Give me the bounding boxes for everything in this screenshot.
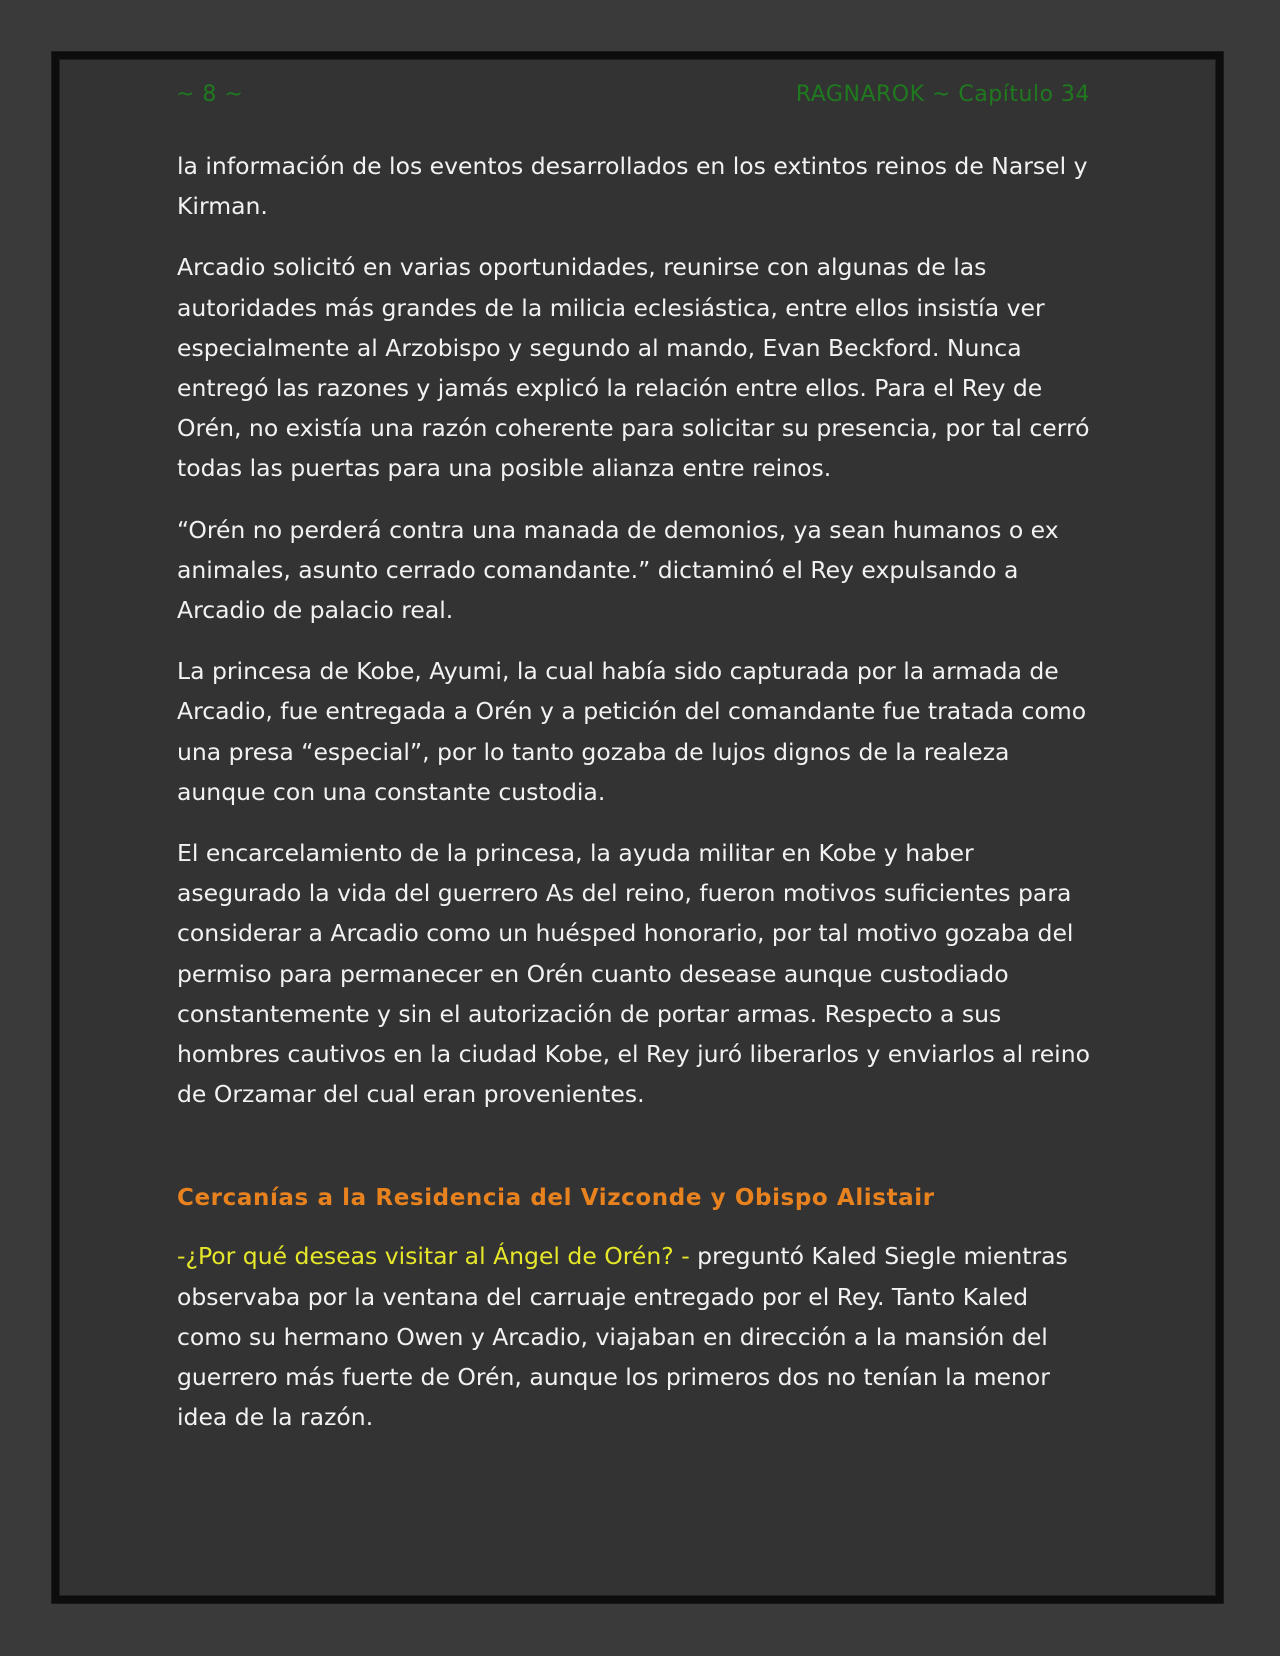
paragraph-with-dialogue [177, 1236, 1097, 1437]
narration-text: preguntó Kaled Siegle mientras observaba por la ventana del carruaje entregado por el Rey. Tanto Kaled como su hermano Owen y Arcadio, viajaban en dirección a la mansión del guerrero más fuerte de Orén, aunque los primeros dos no tenían la menor idea de la razón. [177, 1242, 1068, 1432]
page-body [177, 146, 1097, 1458]
paragraph: La princesa de Kobe, Ayumi, la cual había sido capturada por la armada de Arcadio, fue entregada a Orén y a petición del comandante fue tratada como una presa “especial”, por lo tanto gozaba de lujos dignos de la realeza aunque con una constante custodia. [177, 657, 1087, 806]
paragraph: la información de los eventos desarrollados en los extintos reinos de Narsel y Kirman. [177, 152, 1088, 221]
running-title: RAGNAROK ~ Capítulo 34 [795, 81, 1090, 107]
paragraph: El encarcelamiento de la princesa, la ayuda militar en Kobe y haber asegurado la vida del guerrero As del reino, fueron motivos suficientes para considerar a Arcadio como un huésped honorario, por tal motivo gozaba del permiso para permanecer en Orén cuanto desease aunque custodiado constantemente y sin el autorización de portar armas. Respecto a sus hombres cautivos en la ciudad Kobe, el Rey juró liberarlos y enviarlos al reino de Orzamar del cual eran provenientes. [177, 839, 1090, 1109]
paragraph: Arcadio solicitó en varias oportunidades, reunirse con algunas de las autoridades más grandes de la milicia eclesiástica, entre ellos insistía ver especialmente al Arzobispo y segundo al mando, Evan Beckford. Nunca entregó las razones y jamás explicó la relación entre ellos. Para el Rey de Orén, no existía una razón coherente para solicitar su presencia, por tal cerró todas las puertas para una posible alianza entre reinos. [177, 253, 1090, 483]
page-header [176, 78, 1090, 110]
paragraph: “Orén no perderá contra una manada de demonios, ya sean humanos o ex animales, asunto cerrado comandante.” dictaminó el Rey expulsando a Arcadio de palacio real. [177, 515, 1059, 625]
dialogue-line: -¿Por qué deseas visitar al Ángel de Orén? - [177, 1242, 690, 1271]
section-heading: Cercanías a la Residencia del Vizconde y Obispo Alistair [177, 1185, 935, 1212]
page-number: ~ 8 ~ [176, 81, 244, 107]
